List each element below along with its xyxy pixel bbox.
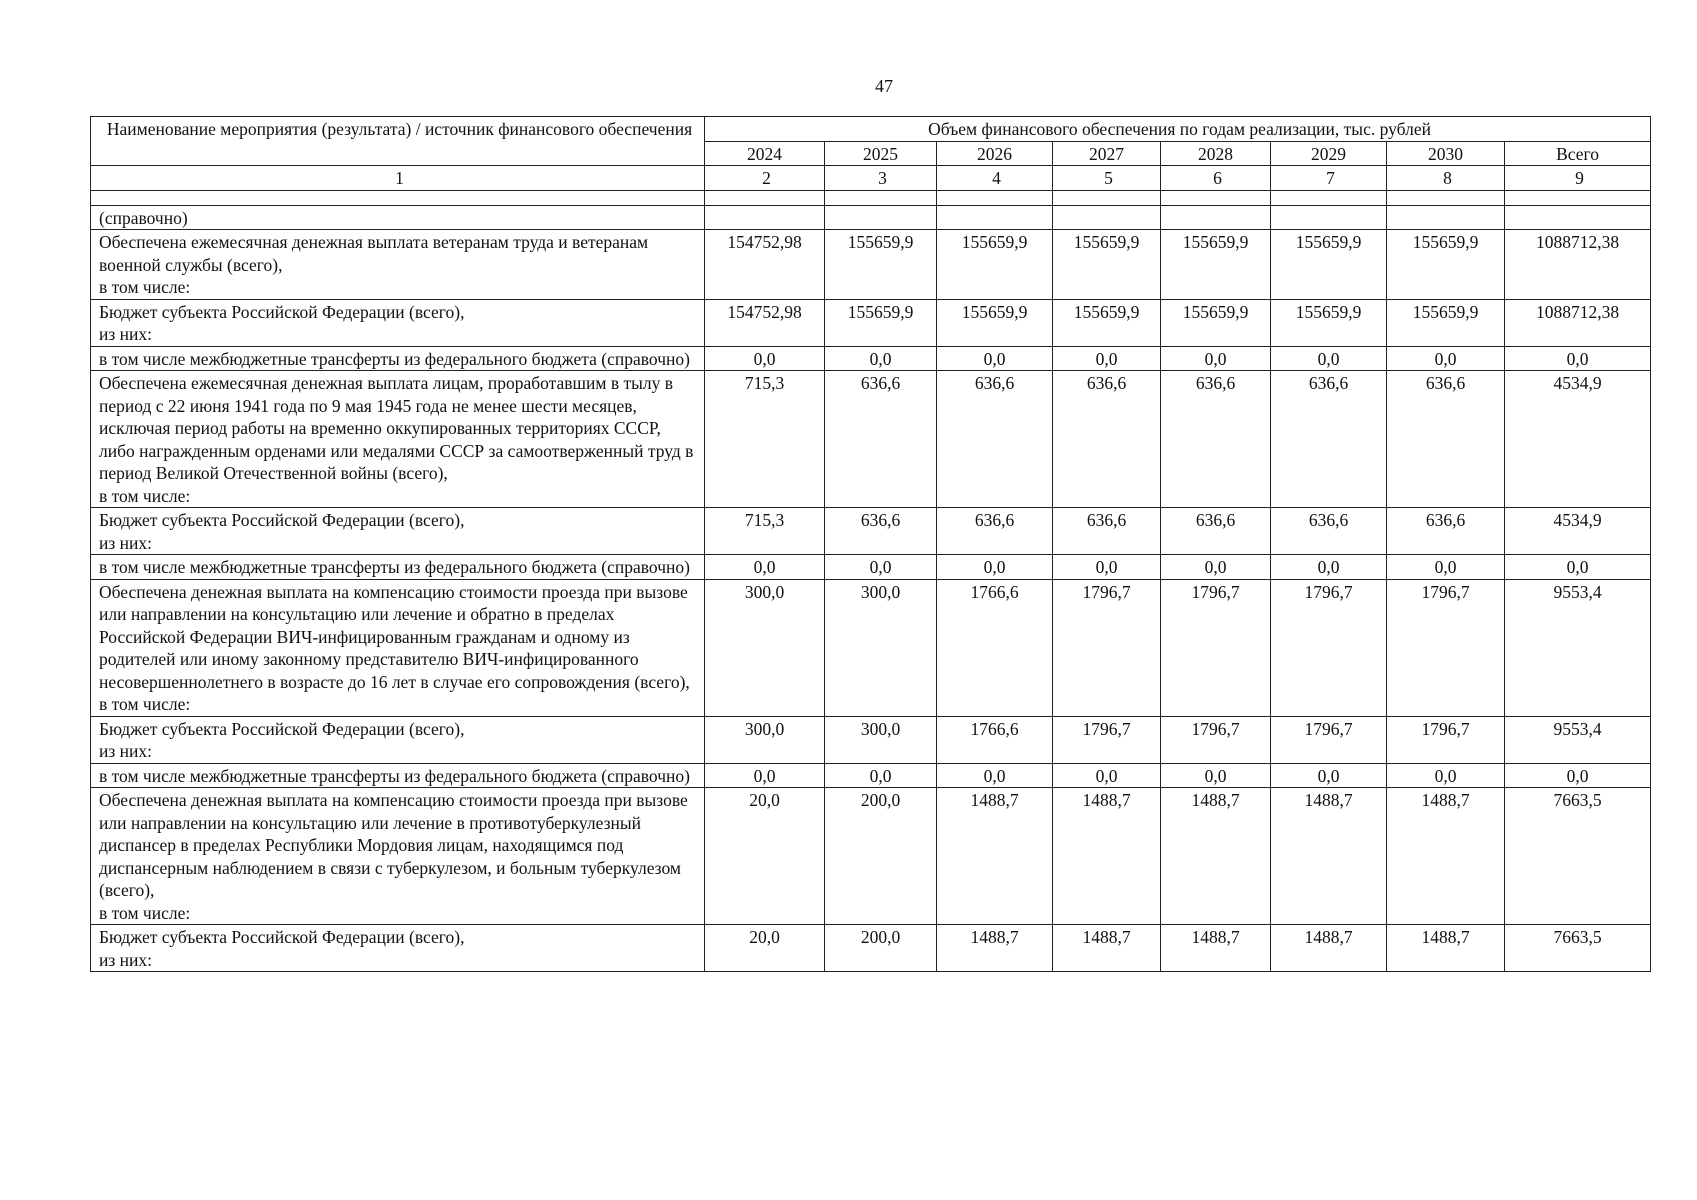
- row-total-cell: 0,0: [1505, 763, 1651, 788]
- row-value-cell: 1766,6: [937, 579, 1053, 716]
- row-value-cell: 0,0: [1161, 763, 1271, 788]
- row-value-cell: 1488,7: [1053, 788, 1161, 925]
- row-value-cell: 0,0: [1271, 346, 1387, 371]
- row-total-cell: 1088712,38: [1505, 230, 1651, 300]
- row-value-cell: 20,0: [705, 925, 825, 972]
- row-value-cell: 155659,9: [1161, 230, 1271, 300]
- year-header-cell: 2029: [1271, 141, 1387, 166]
- row-value-cell: 154752,98: [705, 230, 825, 300]
- row-value-cell: 1796,7: [1053, 716, 1161, 763]
- column-index-cell: 8: [1387, 166, 1505, 191]
- row-label-cell: в том числе межбюджетные трансферты из федерального бюджета (справочно): [91, 555, 705, 580]
- table-row: [91, 205, 1651, 230]
- row-value-cell: 0,0: [937, 346, 1053, 371]
- row-label-cell: в том числе межбюджетные трансферты из федерального бюджета (справочно): [91, 763, 705, 788]
- row-total-cell: 4534,9: [1505, 508, 1651, 555]
- row-total-cell: 7663,5: [1505, 925, 1651, 972]
- row-value-cell: 155659,9: [937, 230, 1053, 300]
- row-label-cell: Бюджет субъекта Российской Федерации (всего), из них:: [91, 508, 705, 555]
- row-value-cell: 300,0: [825, 716, 937, 763]
- row-value-cell: 1488,7: [1161, 788, 1271, 925]
- row-value-cell: 0,0: [1387, 346, 1505, 371]
- table-row: [91, 299, 1651, 346]
- row-value-cell: 0,0: [1053, 346, 1161, 371]
- row-label-cell: Обеспечена ежемесячная денежная выплата ветеранам труда и ветеранам военной службы (всего), в том числе:: [91, 230, 705, 300]
- row-value-cell: 200,0: [825, 925, 937, 972]
- row-value-cell: 200,0: [825, 788, 937, 925]
- row-value-cell: 0,0: [705, 763, 825, 788]
- row-value-cell: 0,0: [825, 346, 937, 371]
- row-value-cell: 155659,9: [825, 230, 937, 300]
- row-label-cell: Бюджет субъекта Российской Федерации (всего), из них:: [91, 299, 705, 346]
- row-value-cell: 636,6: [1271, 508, 1387, 555]
- row-value-cell: 20,0: [705, 788, 825, 925]
- row-value-cell: 1488,7: [1161, 925, 1271, 972]
- row-value-cell: 1488,7: [937, 925, 1053, 972]
- row-label-cell: в том числе межбюджетные трансферты из федерального бюджета (справочно): [91, 346, 705, 371]
- row-value-cell: 0,0: [1053, 555, 1161, 580]
- row-value-cell: 0,0: [1161, 555, 1271, 580]
- row-value-cell: [1271, 205, 1387, 230]
- row-value-cell: 636,6: [825, 371, 937, 508]
- table-row: [91, 579, 1651, 716]
- row-value-cell: 0,0: [937, 763, 1053, 788]
- row-value-cell: 1796,7: [1161, 716, 1271, 763]
- row-value-cell: 0,0: [1271, 763, 1387, 788]
- row-value-cell: 1488,7: [1271, 925, 1387, 972]
- row-label-cell: Бюджет субъекта Российской Федерации (всего), из них:: [91, 716, 705, 763]
- row-value-cell: 636,6: [937, 508, 1053, 555]
- row-total-cell: [1505, 205, 1651, 230]
- row-value-cell: 0,0: [1271, 555, 1387, 580]
- row-value-cell: 715,3: [705, 508, 825, 555]
- row-value-cell: 1796,7: [1053, 579, 1161, 716]
- row-value-cell: 0,0: [705, 346, 825, 371]
- row-value-cell: 1488,7: [1271, 788, 1387, 925]
- row-value-cell: 155659,9: [825, 299, 937, 346]
- row-value-cell: 636,6: [825, 508, 937, 555]
- row-value-cell: 636,6: [1387, 371, 1505, 508]
- row-value-cell: 636,6: [1053, 371, 1161, 508]
- row-value-cell: 155659,9: [1053, 230, 1161, 300]
- row-value-cell: 0,0: [937, 555, 1053, 580]
- row-total-cell: 9553,4: [1505, 716, 1651, 763]
- year-header-cell: 2030: [1387, 141, 1505, 166]
- row-value-cell: 155659,9: [1387, 230, 1505, 300]
- spacer-row: [91, 190, 1651, 205]
- row-value-cell: 636,6: [1161, 508, 1271, 555]
- table-row: [91, 371, 1651, 508]
- year-header-cell: 2026: [937, 141, 1053, 166]
- table-row: [91, 508, 1651, 555]
- row-value-cell: 155659,9: [1161, 299, 1271, 346]
- table-row: [91, 230, 1651, 300]
- row-value-cell: 155659,9: [1387, 299, 1505, 346]
- column-index-cell: 3: [825, 166, 937, 191]
- row-value-cell: 1488,7: [1387, 925, 1505, 972]
- row-value-cell: 300,0: [825, 579, 937, 716]
- row-value-cell: [937, 205, 1053, 230]
- row-value-cell: 155659,9: [1271, 299, 1387, 346]
- row-value-cell: 1488,7: [1053, 925, 1161, 972]
- row-value-cell: 1488,7: [1387, 788, 1505, 925]
- table-row: [91, 716, 1651, 763]
- row-value-cell: 1796,7: [1387, 716, 1505, 763]
- row-label-cell: (справочно): [91, 205, 705, 230]
- row-value-cell: 155659,9: [1271, 230, 1387, 300]
- row-value-cell: 154752,98: [705, 299, 825, 346]
- row-value-cell: [705, 205, 825, 230]
- row-value-cell: 636,6: [1053, 508, 1161, 555]
- row-label-cell: Обеспечена ежемесячная денежная выплата лицам, проработавшим в тылу в период с 22 июня 1941 года по 9 мая 1945 года не менее шести месяцев, исключая период работы на временно оккупированных территориях СССР, либо награжденным орденами или медалями СССР за самоотверженный труд в период Великой Отечественной войны (всего), в том числе:: [91, 371, 705, 508]
- row-value-cell: 0,0: [825, 555, 937, 580]
- column-index-cell: 7: [1271, 166, 1387, 191]
- column-index-cell: 1: [91, 166, 705, 191]
- row-total-cell: 4534,9: [1505, 371, 1651, 508]
- row-total-cell: 9553,4: [1505, 579, 1651, 716]
- row-value-cell: 1796,7: [1271, 716, 1387, 763]
- row-total-cell: 7663,5: [1505, 788, 1651, 925]
- row-total-cell: 0,0: [1505, 346, 1651, 371]
- row-value-cell: 155659,9: [1053, 299, 1161, 346]
- row-value-cell: 300,0: [705, 579, 825, 716]
- row-value-cell: [1387, 205, 1505, 230]
- column-index-cell: 9: [1505, 166, 1651, 191]
- row-label-cell: Обеспечена денежная выплата на компенсацию стоимости проезда при вызове или направлении на консультацию или лечение и обратно в пределах Российской Федерации ВИЧ-инфицированным гражданам и одному из родителей или иному законному представителю ВИЧ-инфицированного несовершеннолетнего в возрасте до 16 лет в случае его сопровождения (всего), в том числе:: [91, 579, 705, 716]
- row-value-cell: 636,6: [937, 371, 1053, 508]
- row-value-cell: 155659,9: [937, 299, 1053, 346]
- row-value-cell: 0,0: [705, 555, 825, 580]
- column-index-cell: 4: [937, 166, 1053, 191]
- header-name-cell: Наименование мероприятия (результата) / источник финансового обеспечения: [91, 117, 705, 166]
- row-label-cell: Бюджет субъекта Российской Федерации (всего), из них:: [91, 925, 705, 972]
- row-value-cell: [1053, 205, 1161, 230]
- row-value-cell: 0,0: [1387, 763, 1505, 788]
- year-header-cell: 2025: [825, 141, 937, 166]
- column-index-row: [91, 166, 1651, 191]
- row-value-cell: [825, 205, 937, 230]
- page-number: 47: [875, 76, 893, 96]
- column-index-cell: 5: [1053, 166, 1161, 191]
- row-value-cell: 300,0: [705, 716, 825, 763]
- financing-table: [90, 116, 1651, 972]
- table-row: [91, 763, 1651, 788]
- row-value-cell: 715,3: [705, 371, 825, 508]
- row-value-cell: 636,6: [1271, 371, 1387, 508]
- column-index-cell: 2: [705, 166, 825, 191]
- row-value-cell: 1488,7: [937, 788, 1053, 925]
- row-label-cell: Обеспечена денежная выплата на компенсацию стоимости проезда при вызове или направлении на консультацию или лечение в противотуберкулезный диспансер в пределах Республики Мордовия лицам, находящимся под диспансерным наблюдением в связи с туберкулезом, и больным туберкулезом (всего), в том числе:: [91, 788, 705, 925]
- row-value-cell: 0,0: [825, 763, 937, 788]
- row-value-cell: 1796,7: [1161, 579, 1271, 716]
- row-value-cell: 636,6: [1161, 371, 1271, 508]
- table-row: [91, 925, 1651, 972]
- row-value-cell: [1161, 205, 1271, 230]
- row-value-cell: 0,0: [1387, 555, 1505, 580]
- table-row: [91, 555, 1651, 580]
- table-row: [91, 788, 1651, 925]
- table-row: [91, 346, 1651, 371]
- table-header-row: [91, 117, 1651, 142]
- row-total-cell: 0,0: [1505, 555, 1651, 580]
- column-index-cell: 6: [1161, 166, 1271, 191]
- row-value-cell: 1796,7: [1271, 579, 1387, 716]
- row-value-cell: 636,6: [1387, 508, 1505, 555]
- total-header-cell: Всего: [1505, 141, 1651, 166]
- row-value-cell: 0,0: [1053, 763, 1161, 788]
- row-value-cell: 1766,6: [937, 716, 1053, 763]
- row-value-cell: 0,0: [1161, 346, 1271, 371]
- year-header-cell: 2027: [1053, 141, 1161, 166]
- year-header-cell: 2024: [705, 141, 825, 166]
- year-header-cell: 2028: [1161, 141, 1271, 166]
- table-body: [91, 205, 1651, 972]
- header-volume-cell: Объем финансового обеспечения по годам реализации, тыс. рублей: [705, 117, 1651, 142]
- row-value-cell: 1796,7: [1387, 579, 1505, 716]
- row-total-cell: 1088712,38: [1505, 299, 1651, 346]
